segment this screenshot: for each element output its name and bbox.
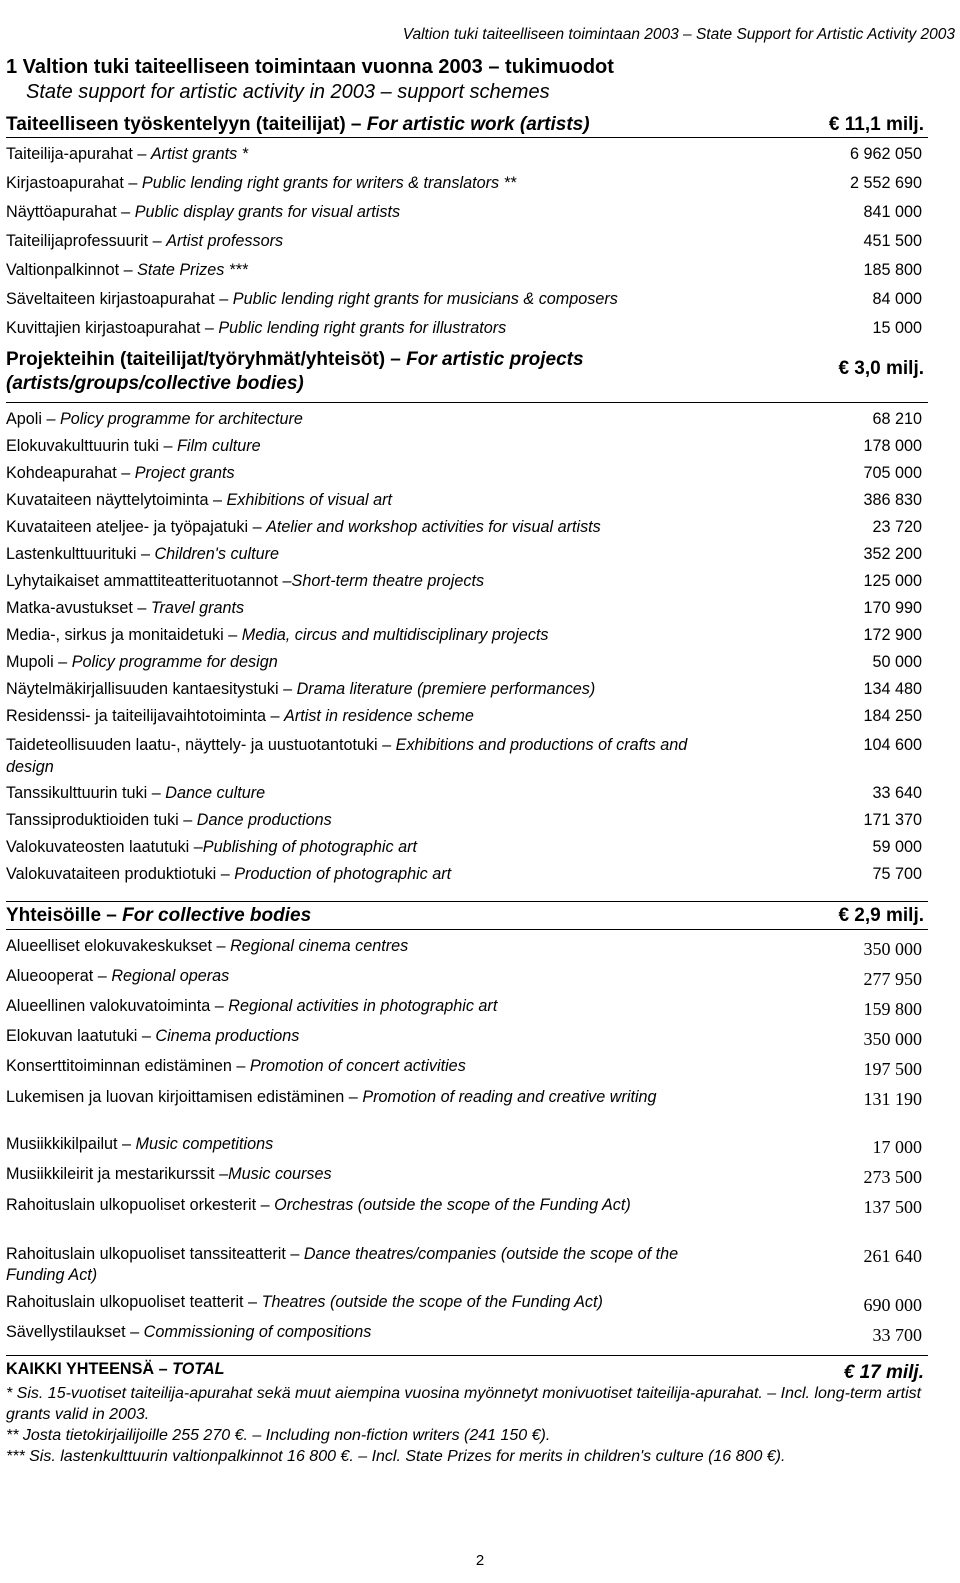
row-label-en: Orchestras (outside the scope of the Funding Act) xyxy=(274,1196,631,1214)
row-amount: 184 250 xyxy=(863,707,922,725)
row-label-en: Artist professors xyxy=(166,232,284,250)
section-title-fi: Taiteelliseen työskentelyyn (taiteilijat) – xyxy=(6,114,367,135)
grant-row xyxy=(6,1057,928,1087)
row-amount: 59 000 xyxy=(872,838,922,856)
row-amount: 75 700 xyxy=(872,865,922,883)
grant-row xyxy=(6,626,928,653)
row-label-fi: Taideteollisuuden laatu-, näyttely- ja uustuotantotuki – xyxy=(6,736,396,754)
grant-row xyxy=(6,653,928,680)
grant-row xyxy=(6,572,928,599)
row-amount: 277 950 xyxy=(863,969,922,989)
row-label-fi: Valtionpalkinnot – xyxy=(6,261,138,279)
row-amount: 350 000 xyxy=(863,939,922,959)
section-title-en: For artistic work (artists) xyxy=(366,114,590,135)
row-amount: 261 640 xyxy=(863,1246,922,1266)
row-label-en: Cinema productions xyxy=(155,1027,300,1045)
row-label-en: Exhibitions of visual art xyxy=(226,491,393,509)
row-label-en: Promotion of reading and creative writing xyxy=(362,1088,657,1106)
row-amount: 125 000 xyxy=(863,572,922,590)
row-label-fi: Tanssikulttuurin tuki – xyxy=(6,784,166,802)
row-label-en: Public lending right grants for musicians & composers xyxy=(232,290,618,308)
grant-row xyxy=(6,1293,928,1323)
grant-row xyxy=(6,491,928,518)
footnote: *** Sis. lastenkulttuurin valtionpalkinnot 16 800 €. – Incl. State Prizes for merits in children's culture (16 800 €). xyxy=(6,1448,786,1465)
row-label-fi: Säveltaiteen kirjastoapurahat – xyxy=(6,290,233,308)
row-label-fi: Valokuvateosten laatutuki – xyxy=(6,838,203,856)
section-header xyxy=(6,346,928,403)
row-label-en: Dance culture xyxy=(165,784,266,802)
row-amount: 84 000 xyxy=(872,290,922,308)
row-label-en: Regional cinema centres xyxy=(230,937,409,955)
row-label-fi: Musiikkileirit ja mestarikurssit – xyxy=(6,1165,229,1183)
row-label-fi: Rahoituslain ulkopuoliset orkesterit – xyxy=(6,1196,275,1214)
row-label-en: Dance productions xyxy=(196,811,332,829)
section-title-en: For artistic projects (artists/groups/collective bodies) xyxy=(6,349,584,394)
section-amount: € 3,0 milj. xyxy=(838,358,924,379)
grant-row xyxy=(6,784,928,811)
section-header xyxy=(6,111,928,138)
row-label-en: Public display grants for visual artists xyxy=(134,203,401,221)
total-amount: € 17 milj. xyxy=(843,1362,924,1383)
row-label-en: State Prizes *** xyxy=(137,261,248,279)
row-label-en: Public lending right grants for writers & translators ** xyxy=(141,174,517,192)
row-label-fi: Alueellinen valokuvatoiminta – xyxy=(6,997,229,1015)
row-label-fi: Näyttöapurahat – xyxy=(6,203,135,221)
grant-row xyxy=(6,1244,928,1293)
row-label-fi: Kirjastoapurahat – xyxy=(6,174,142,192)
row-amount: 451 500 xyxy=(863,232,922,250)
row-label-fi: Rahoituslain ulkopuoliset teatterit – xyxy=(6,1293,262,1311)
row-label-fi: Taiteilijaprofessuurit – xyxy=(6,232,167,250)
row-label-fi: Media-, sirkus ja monitaidetuki – xyxy=(6,626,242,644)
row-label-fi: Lyhytaikaiset ammattiteatterituotannot – xyxy=(6,572,292,590)
section-artistic-work xyxy=(6,111,928,348)
row-label-en: Film culture xyxy=(176,437,261,455)
row-label-fi: Alueelliset elokuvakeskukset – xyxy=(6,937,231,955)
row-amount: 6 962 050 xyxy=(849,145,922,163)
grant-row xyxy=(6,437,928,464)
row-label-fi: Elokuvan laatutuki – xyxy=(6,1027,156,1045)
row-label-fi: Apoli – xyxy=(6,410,60,428)
row-label-en: Regional activities in photographic art xyxy=(228,997,498,1015)
grant-row xyxy=(6,518,928,545)
grant-row xyxy=(6,261,928,290)
row-label-fi: Sävellystilaukset – xyxy=(6,1323,144,1341)
row-amount: 185 800 xyxy=(863,261,922,279)
row-label-en: Publishing of photographic art xyxy=(202,838,417,856)
row-label-en: Theatres (outside the scope of the Funding Act) xyxy=(261,1293,603,1311)
row-label-en: Media, circus and multidisciplinary projects xyxy=(241,626,549,644)
grant-row xyxy=(6,811,928,838)
grant-row xyxy=(6,997,928,1027)
row-amount: 171 370 xyxy=(863,811,922,829)
row-label-en: Travel grants xyxy=(150,599,245,617)
grant-row xyxy=(6,707,928,734)
row-label-fi: Elokuvakulttuurin tuki – xyxy=(6,437,177,455)
grant-row xyxy=(6,545,928,572)
total-label-en: TOTAL xyxy=(172,1360,225,1378)
row-amount: 23 720 xyxy=(872,518,922,536)
total-label-fi: KAIKKI YHTEENSÄ – xyxy=(6,1360,173,1378)
row-amount: 104 600 xyxy=(863,736,922,754)
row-label-fi: Konserttitoiminnan edistäminen – xyxy=(6,1057,250,1075)
row-label-en: Commissioning of compositions xyxy=(143,1323,372,1341)
grant-row xyxy=(6,1195,928,1244)
row-label-en: Exhibitions and productions of crafts and design xyxy=(6,736,688,776)
row-amount: 137 500 xyxy=(863,1197,922,1217)
grant-row xyxy=(6,680,928,707)
row-amount: 197 500 xyxy=(863,1059,922,1079)
section-rows xyxy=(6,403,928,892)
row-label-fi: Kuvittajien kirjastoapurahat – xyxy=(6,319,219,337)
row-amount: 17 000 xyxy=(872,1137,922,1157)
row-amount: 159 800 xyxy=(863,999,922,1019)
document-subtitle: State support for artistic activity in 2003 – support schemes xyxy=(26,81,550,103)
grant-row xyxy=(6,174,928,203)
grant-row xyxy=(6,865,928,892)
row-label-fi: Mupoli – xyxy=(6,653,72,671)
row-label-en: Policy programme for architecture xyxy=(60,410,303,428)
row-label-fi: Kuvataiteen ateljee- ja työpajatuki – xyxy=(6,518,267,536)
row-amount: 131 190 xyxy=(863,1089,922,1109)
grant-row xyxy=(6,290,928,319)
row-amount: 134 480 xyxy=(863,680,922,698)
row-amount: 350 000 xyxy=(863,1029,922,1049)
row-amount: 50 000 xyxy=(872,653,922,671)
row-label-fi: Residenssi- ja taiteilijavaihtotoiminta – xyxy=(6,707,285,725)
section-amount: € 11,1 milj. xyxy=(828,114,924,135)
grant-row xyxy=(6,734,928,784)
row-amount: 15 000 xyxy=(872,319,922,337)
row-label-fi: Näytelmäkirjallisuuden kantaesitystuki – xyxy=(6,680,297,698)
row-amount: 178 000 xyxy=(863,437,922,455)
row-amount: 172 900 xyxy=(863,626,922,644)
section-title-en: For collective bodies xyxy=(122,905,312,926)
total-row xyxy=(6,1355,928,1384)
row-amount: 33 700 xyxy=(872,1325,922,1345)
row-label-en: Music courses xyxy=(228,1165,332,1183)
row-label-en: Dance theatres/companies (outside the scope of the Funding Act) xyxy=(6,1245,679,1284)
section-rows xyxy=(6,138,928,348)
row-label-en: Promotion of concert activities xyxy=(249,1057,466,1075)
grant-row xyxy=(6,599,928,626)
grant-row xyxy=(6,203,928,232)
grant-row xyxy=(6,319,928,348)
section-collective-bodies xyxy=(6,901,928,1353)
row-amount: 352 200 xyxy=(863,545,922,563)
row-label-en: Regional operas xyxy=(111,967,230,985)
row-amount: 170 990 xyxy=(863,599,922,617)
grant-row xyxy=(6,937,928,967)
row-label-en: Policy programme for design xyxy=(71,653,278,671)
row-label-fi: Kohdeapurahat – xyxy=(6,464,135,482)
row-label-en: Production of photographic art xyxy=(234,865,452,883)
row-label-en: Music competitions xyxy=(135,1135,274,1153)
row-label-en: Short-term theatre projects xyxy=(291,572,485,590)
row-label-fi: Taiteilija-apurahat – xyxy=(6,145,151,163)
row-label-fi: Lastenkulttuurituki – xyxy=(6,545,155,563)
grant-row xyxy=(6,1165,928,1195)
row-amount: 705 000 xyxy=(863,464,922,482)
row-label-en: Artist in residence scheme xyxy=(284,707,474,725)
row-label-fi: Matka-avustukset – xyxy=(6,599,151,617)
row-amount: 386 830 xyxy=(863,491,922,509)
section-title-fi: Projekteihin (taiteilijat/työryhmät/yhteisöt) – xyxy=(6,349,407,370)
row-label-fi: Alueooperat – xyxy=(6,967,112,985)
row-amount: 2 552 690 xyxy=(849,174,922,192)
footnotes xyxy=(6,1383,946,1467)
row-label-fi: Lukemisen ja luovan kirjoittamisen edistäminen – xyxy=(6,1088,363,1106)
row-label-en: Drama literature (premiere performances) xyxy=(296,680,596,698)
row-label-en: Public lending right grants for illustrators xyxy=(218,319,507,337)
row-amount: 68 210 xyxy=(872,410,922,428)
grant-row xyxy=(6,410,928,437)
section-amount: € 2,9 milj. xyxy=(838,905,924,926)
row-label-fi: Rahoituslain ulkopuoliset tanssiteatterit – xyxy=(6,1245,304,1263)
grant-row xyxy=(6,145,928,174)
document-title: 1 Valtion tuki taiteelliseen toimintaan vuonna 2003 – tukimuodot xyxy=(6,56,614,78)
row-label-fi: Valokuvataiteen produktiotuki – xyxy=(6,865,235,883)
row-label-fi: Musiikkikilpailut – xyxy=(6,1135,136,1153)
section-artistic-projects xyxy=(6,346,928,892)
footnote: ** Josta tietokirjailijoille 255 270 €. – Including non-fiction writers (241 150 €). xyxy=(6,1427,551,1444)
grant-row xyxy=(6,1323,928,1353)
grant-row xyxy=(6,1135,928,1165)
grant-row xyxy=(6,838,928,865)
row-label-en: Artist grants * xyxy=(150,145,249,163)
page-number: 2 xyxy=(475,1552,485,1569)
row-amount: 33 640 xyxy=(872,784,922,802)
grant-row xyxy=(6,1027,928,1057)
row-label-en: Atelier and workshop activities for visual artists xyxy=(266,518,601,536)
grant-row xyxy=(6,232,928,261)
row-label-fi: Tanssiproduktioiden tuki – xyxy=(6,811,197,829)
grant-row xyxy=(6,967,928,997)
row-label-en: Project grants xyxy=(134,464,235,482)
row-label-fi: Kuvataiteen näyttelytoiminta – xyxy=(6,491,227,509)
row-amount: 690 000 xyxy=(863,1295,922,1315)
section-title-fi: Yhteisöille – xyxy=(6,905,123,926)
row-label-en: Children's culture xyxy=(154,545,280,563)
row-amount: 273 500 xyxy=(863,1167,922,1187)
footnote: * Sis. 15-vuotiset taiteilija-apurahat sekä muut aiempina vuosina myönnetyt monivuotiset taiteilija-apurahat. – Incl. long-term artist grants valid in 2003. xyxy=(6,1385,922,1423)
section-rows xyxy=(6,930,928,1353)
running-header: Valtion tuki taiteelliseen toimintaan 2003 – State Support for Artistic Activity 2003 xyxy=(402,26,955,43)
section-header xyxy=(6,901,928,930)
grant-row xyxy=(6,1087,928,1135)
grant-row xyxy=(6,464,928,491)
row-amount: 841 000 xyxy=(863,203,922,221)
